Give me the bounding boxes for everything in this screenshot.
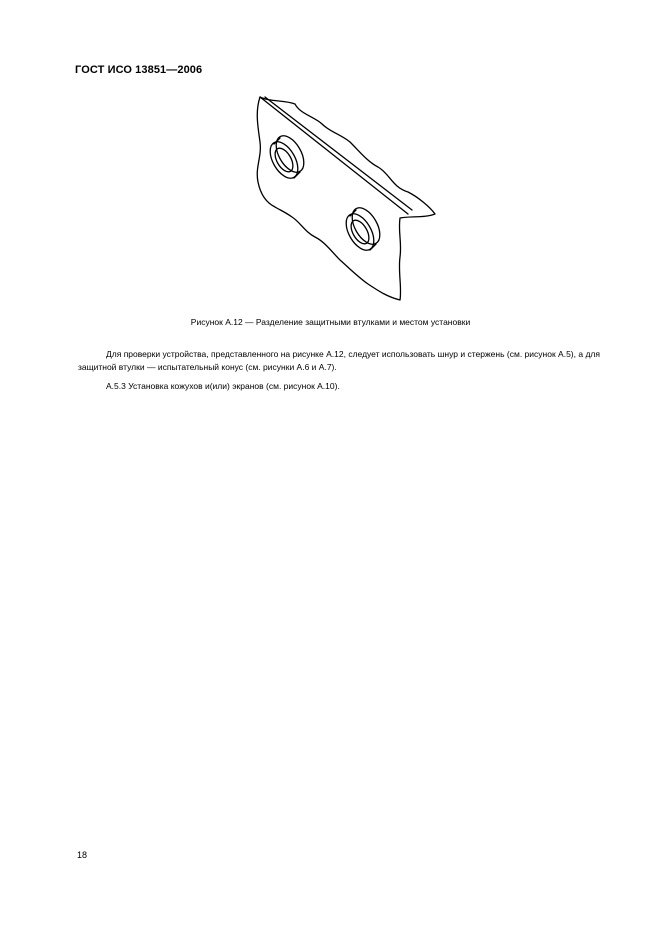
plate-outline xyxy=(257,97,435,300)
document-header: ГОСТ ИСО 13851—2006 xyxy=(75,64,203,76)
figure-protective-bushings-drawing xyxy=(240,92,440,304)
figure-caption: Рисунок А.12 — Разделение защитными втулками и местом установки xyxy=(190,317,471,327)
section-paragraph: А.5.3 Установка кожухов и(или) экранов (см. рисунок А.10). xyxy=(106,381,340,391)
lower-bushing-outer xyxy=(340,209,379,255)
fold-line xyxy=(260,97,408,214)
body-paragraph: Для проверки устройства, представленного на рисунке А.12, следует использовать шнур и стержень (см. рисунок А.5), а для защитной втулки — испытательный конус (см. рисунки А.6 и А.7). xyxy=(78,349,600,372)
page-number: 18 xyxy=(77,850,88,860)
upper-bushing-outer xyxy=(264,137,303,183)
